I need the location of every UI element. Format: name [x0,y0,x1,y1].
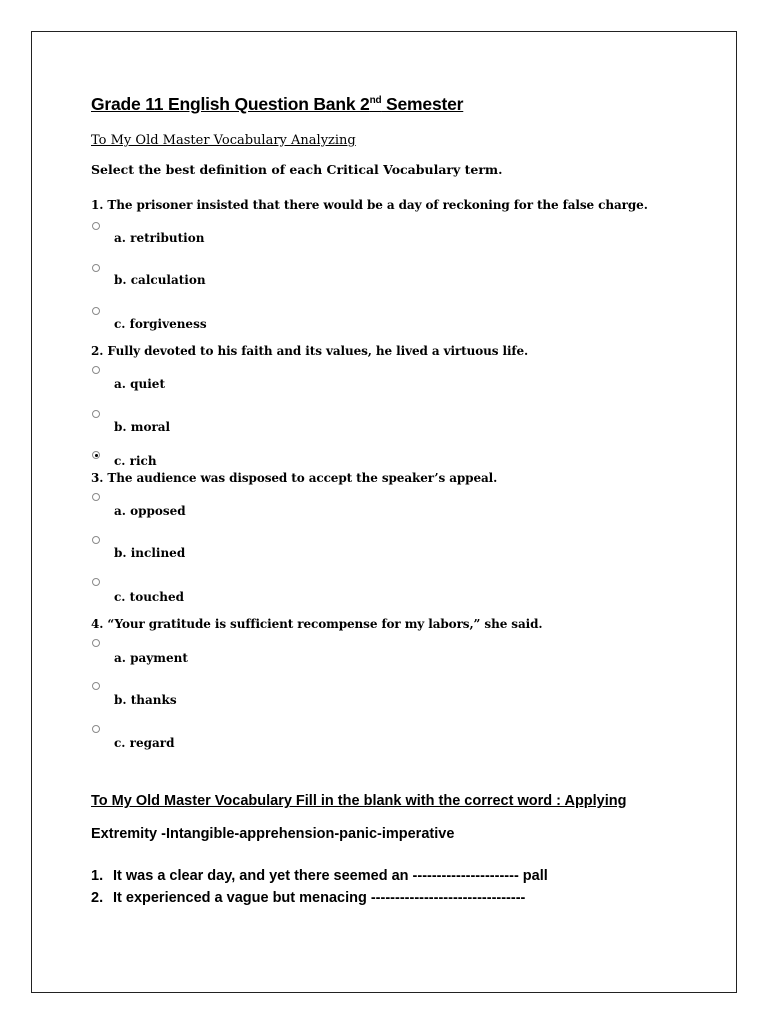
option-q4-a: a. payment [114,651,188,665]
page-title [91,94,463,115]
radio-q2-c[interactable] [92,451,100,459]
fill-item-2-number: 2. [91,890,104,906]
radio-q4-c[interactable] [92,725,100,733]
option-q1-b: b. calculation [114,273,206,287]
radio-q1-c[interactable] [92,307,100,315]
radio-q3-c[interactable] [92,578,100,586]
option-q1-a: a. retribution [114,231,205,245]
question-4: 4. “Your gratitude is sufficient recompense for my labors,” she said. [91,617,543,631]
option-q3-a: a. opposed [114,504,186,518]
radio-q1-b[interactable] [92,264,100,272]
radio-q4-a[interactable] [92,639,100,647]
fill-item-1-number: 1. [91,868,104,884]
option-q2-b: b. moral [114,420,171,434]
title-text: Grade 11 English Question Bank 2 [91,94,370,114]
radio-q3-b[interactable] [92,536,100,544]
instructions: Select the best definition of each Critical Vocabulary term. [91,162,503,177]
title-superscript: nd [369,95,382,106]
title-end: Semester [381,94,464,114]
section2-title: To My Old Master Vocabulary Fill in the blank with the correct word : Applying [91,793,627,809]
radio-q2-b[interactable] [92,410,100,418]
option-q2-a: a. quiet [114,377,165,391]
word-bank: Extremity -Intangible-apprehension-panic-imperative [91,826,455,842]
fill-item-1-text: It was a clear day, and yet there seemed an ---------------------- pall [113,868,548,884]
fill-item-1 [91,868,548,884]
question-2: 2. Fully devoted to his faith and its values, he lived a virtuous life. [91,344,529,358]
option-q2-c: c. rich [114,454,157,468]
radio-q4-b[interactable] [92,682,100,690]
option-q3-c: c. touched [114,590,184,604]
option-q4-c: c. regard [114,736,175,750]
option-q4-b: b. thanks [114,693,177,707]
option-q1-c: c. forgiveness [114,317,207,331]
fill-item-2 [91,890,525,906]
fill-item-2-text: It experienced a vague but menacing -------------------------------- [113,890,526,906]
question-1: 1. The prisoner insisted that there would be a day of reckoning for the false charge. [91,198,648,212]
radio-q1-a[interactable] [92,222,100,230]
section-subtitle: To My Old Master Vocabulary Analyzing [91,133,356,148]
option-q3-b: b. inclined [114,546,186,560]
radio-q2-a[interactable] [92,366,100,374]
radio-q3-a[interactable] [92,493,100,501]
question-3: 3. The audience was disposed to accept the speaker’s appeal. [91,471,498,485]
